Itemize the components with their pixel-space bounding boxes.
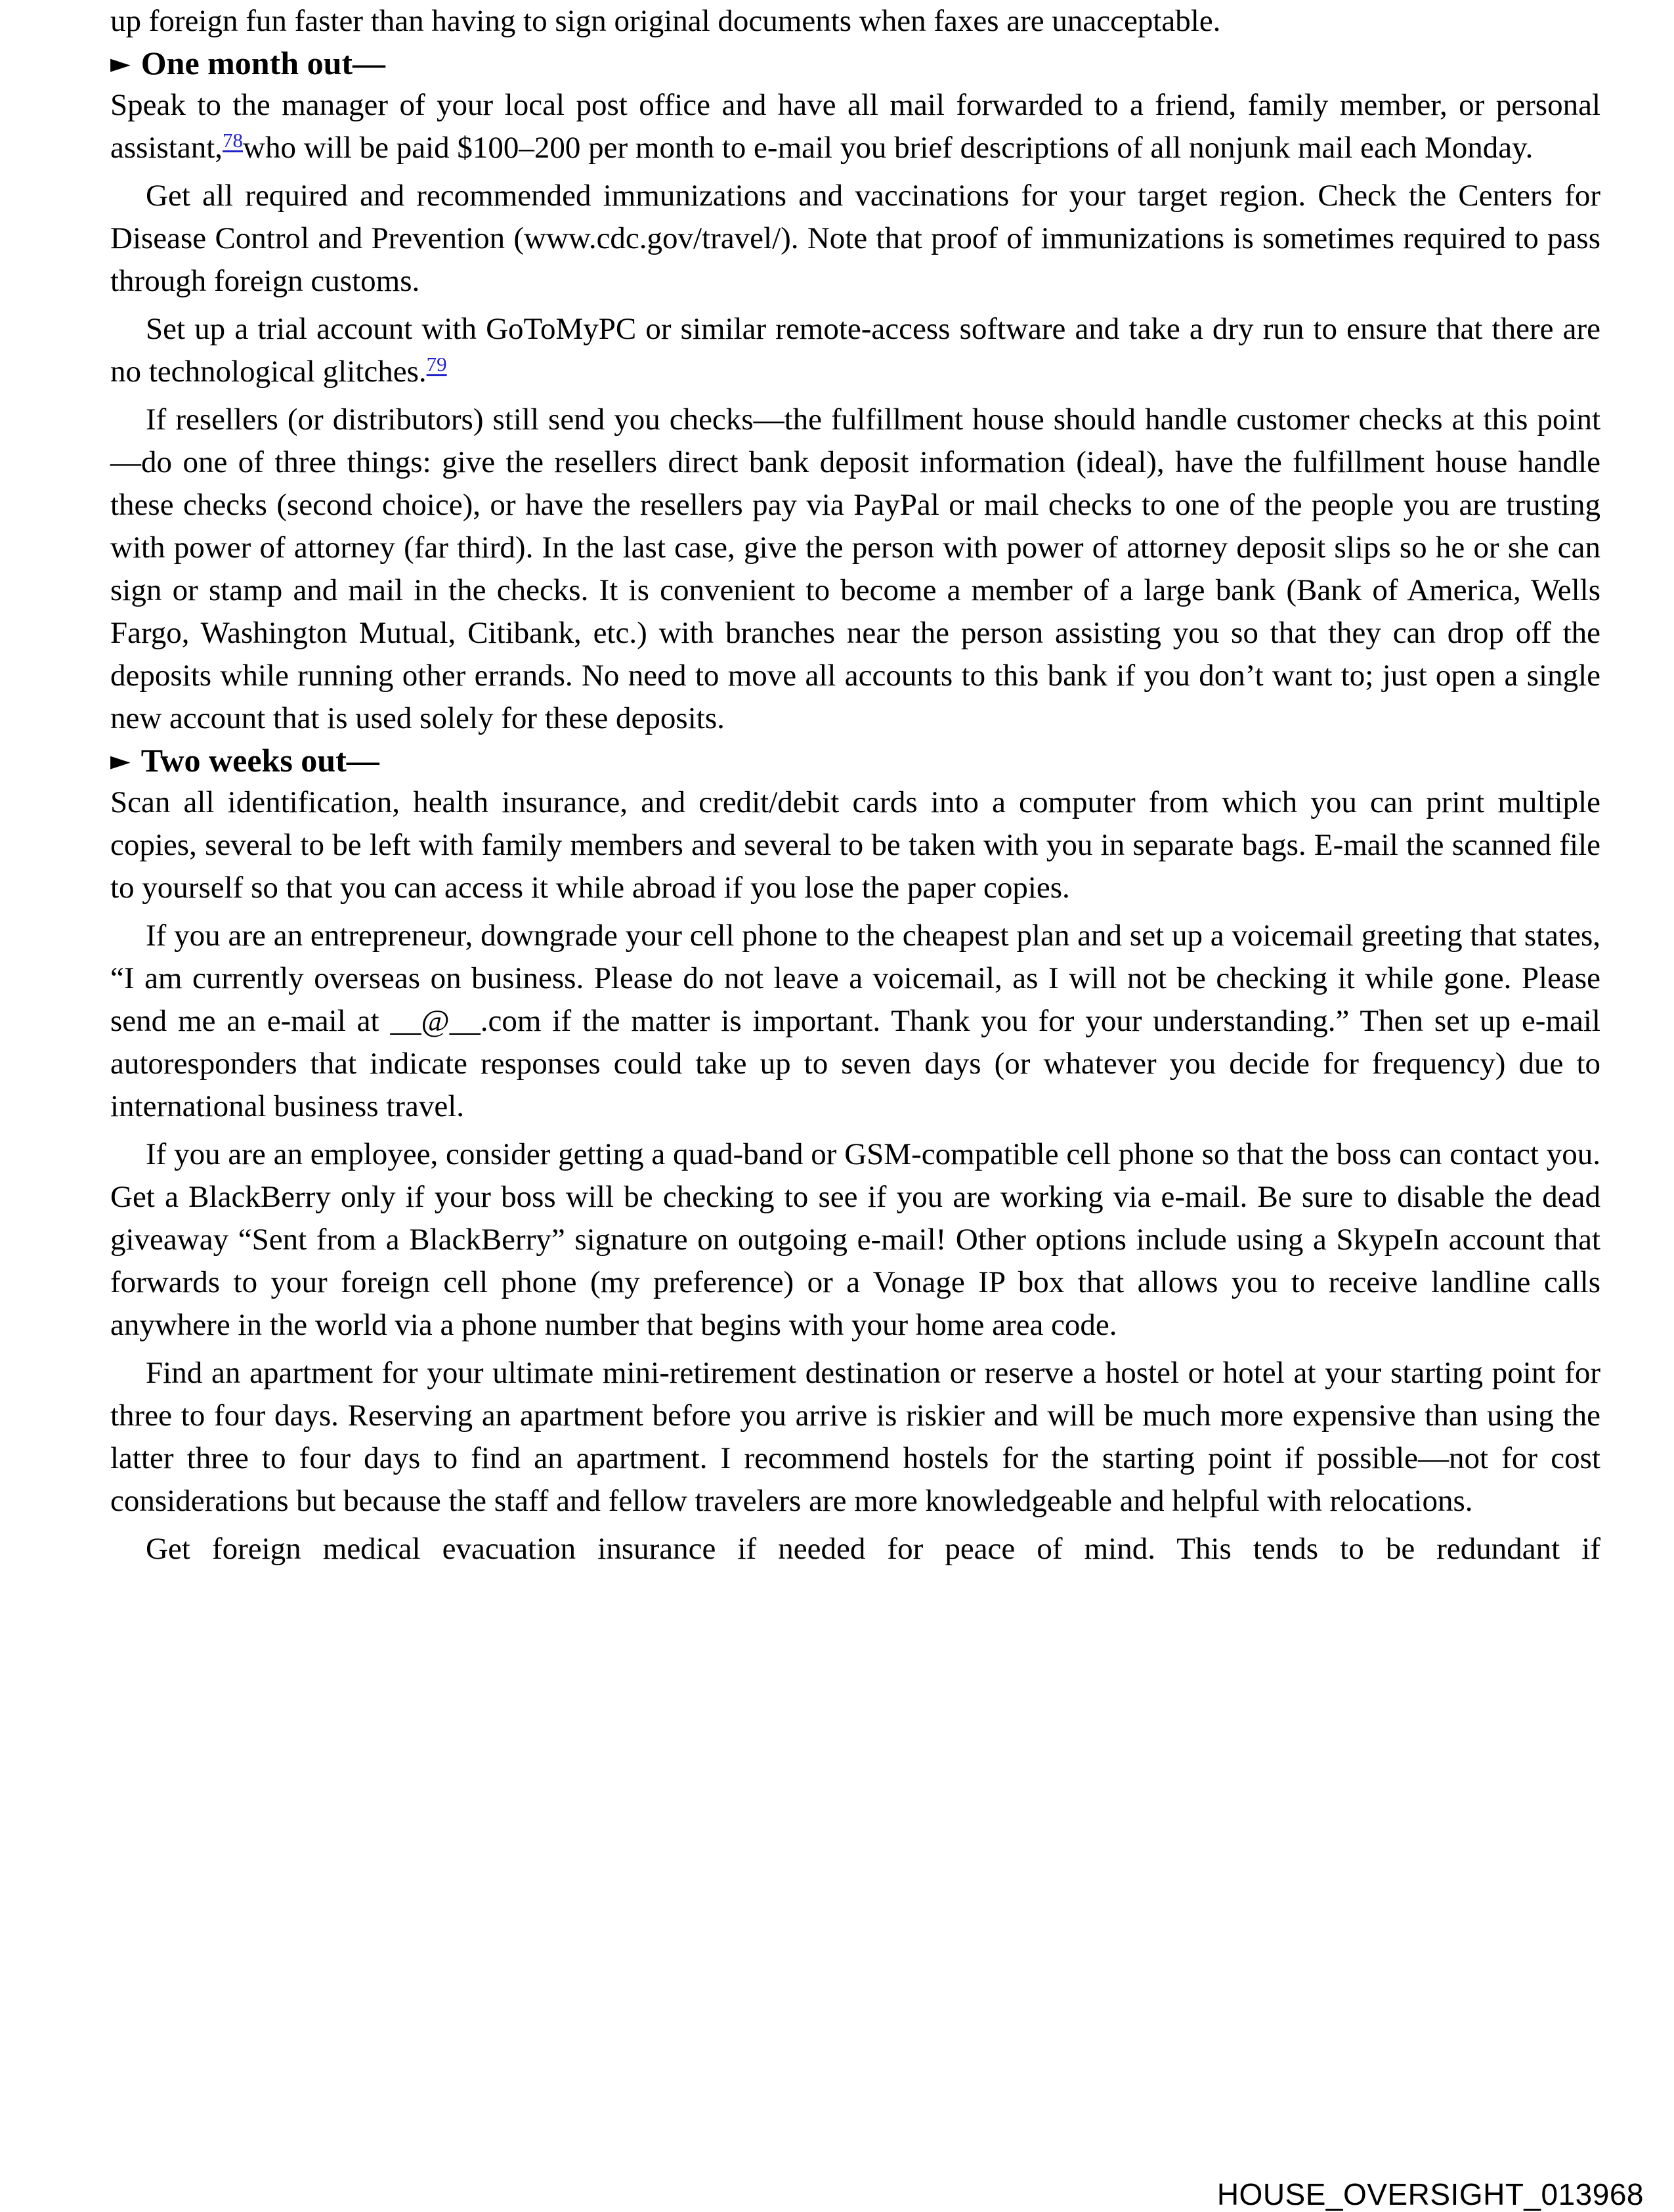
paragraph-text: Scan all identification, health insurance, and credit/debit cards into a computer from which you can print multiple copies, several to be left with family members and several to be taken with you in separate bags. E-mail the scanned file to yourself so that you can access it while abroad if you lose the paper copies. bbox=[110, 785, 1600, 905]
paragraph-find-apartment bbox=[110, 1352, 1600, 1523]
paragraph-text: If resellers (or distributors) still send you checks—the fulfillment house should handle customer checks at this point—do one of three things: give the resellers direct bank deposit information (ideal), have the fulfillment house handle these checks (second choice), or have the resellers pay via PayPal or mail checks to one of the people you are trusting with power of attorney (far third). In the last case, give the person with power of attorney deposit slips so he or she can sign or stamp and mail in the checks. It is convenient to become a member of a large bank (Bank of America, Wells Fargo, Washington Mutual, Citibank, etc.) with branches near the person assisting you so that they can drop off the deposits while running other errands. No need to move all accounts to this bank if you don’t want to; just open a single new account that is used solely for these deposits. bbox=[110, 402, 1600, 735]
arrow-bullet-icon: ► bbox=[110, 746, 131, 776]
section-heading-label: One month out— bbox=[140, 45, 386, 81]
continuation-text: up foreign fun faster than having to sign original documents when faxes are unacceptable. bbox=[110, 4, 1221, 38]
section-heading-label: Two weeks out— bbox=[140, 742, 379, 779]
paragraph-text: If you are an employee, consider getting a quad-band or GSM-compatible cell phone so that the boss can contact you. Get a BlackBerry only if your boss will be checking to see if you are working via e-mail. Be sure to disable the dead giveaway “Sent from a BlackBerry” signature on outgoing e-mail! Other options include using a SkypeIn account that forwards to your foreign cell phone (my preference) or a Vonage IP box that allows you to receive landline calls anywhere in the world via a phone number that begins with your home area code. bbox=[110, 1137, 1600, 1342]
page-body-text bbox=[110, 0, 1600, 1571]
paragraph-entrepreneur-phone bbox=[110, 915, 1600, 1128]
footnote-link-79[interactable]: 79 bbox=[426, 353, 447, 376]
bates-number: HOUSE_OVERSIGHT_013968 bbox=[1216, 2177, 1644, 2211]
paragraph-medical-evacuation bbox=[110, 1528, 1600, 1571]
section-heading-two-weeks-out bbox=[110, 740, 1600, 781]
footnote-link-78[interactable]: 78 bbox=[223, 129, 244, 152]
paragraph-text: Find an apartment for your ultimate mini-retirement destination or reserve a hostel or hotel at your starting point for three to four days. Reserving an apartment before you arrive is riskier and will be much more expensive than using the latter three to four days to find an apartment. I recommend hostels for the starting point if possible—not for cost considerations but because the staff and fellow travelers are more knowledgeable and helpful with relocations. bbox=[110, 1356, 1600, 1518]
paragraph-text: Speak to the manager of your local post office and have all mail forwarded to a friend, family member, or personal assistant, bbox=[110, 88, 1600, 165]
paragraph-text: Get foreign medical evacuation insurance if needed for peace of mind. This tends to be redundant if bbox=[146, 1532, 1600, 1566]
section-heading-one-month-out bbox=[110, 43, 1600, 84]
continuation-paragraph bbox=[110, 0, 1600, 43]
paragraph-immunizations bbox=[110, 175, 1600, 303]
paragraph-text: Get all required and recommended immunizations and vaccinations for your target region. Check the Centers for Disease Control and Prevention (www.cdc.gov/travel/). Note that proof of immunizations is sometimes required to pass through foreign customs. bbox=[110, 179, 1600, 298]
paragraph-resellers-checks bbox=[110, 399, 1600, 740]
paragraph-text: If you are an entrepreneur, downgrade your cell phone to the cheapest plan and set up a voicemail greeting that states, “I am currently overseas on business. Please do not leave a voicemail, as I will not be checking it while gone. Please send me an e-mail at __@__.com if the matter is important. Thank you for your understanding.” Then set up e-mail autoresponders that indicate responses could take up to seven days (or whatever you decide for frequency) due to international business travel. bbox=[110, 919, 1600, 1123]
paragraph-scan-identification bbox=[110, 781, 1600, 909]
paragraph-text: Set up a trial account with GoToMyPC or similar remote-access software and take a dry run to ensure that there are no technological glitches. bbox=[110, 312, 1600, 389]
paragraph-employee-phone bbox=[110, 1133, 1600, 1347]
paragraph-mail-forwarding bbox=[110, 84, 1600, 169]
paragraph-text: who will be paid $100–200 per month to e-mail you brief descriptions of all nonjunk mail each Monday. bbox=[243, 131, 1534, 165]
arrow-bullet-icon: ► bbox=[110, 49, 131, 79]
paragraph-gotomypc bbox=[110, 308, 1600, 393]
